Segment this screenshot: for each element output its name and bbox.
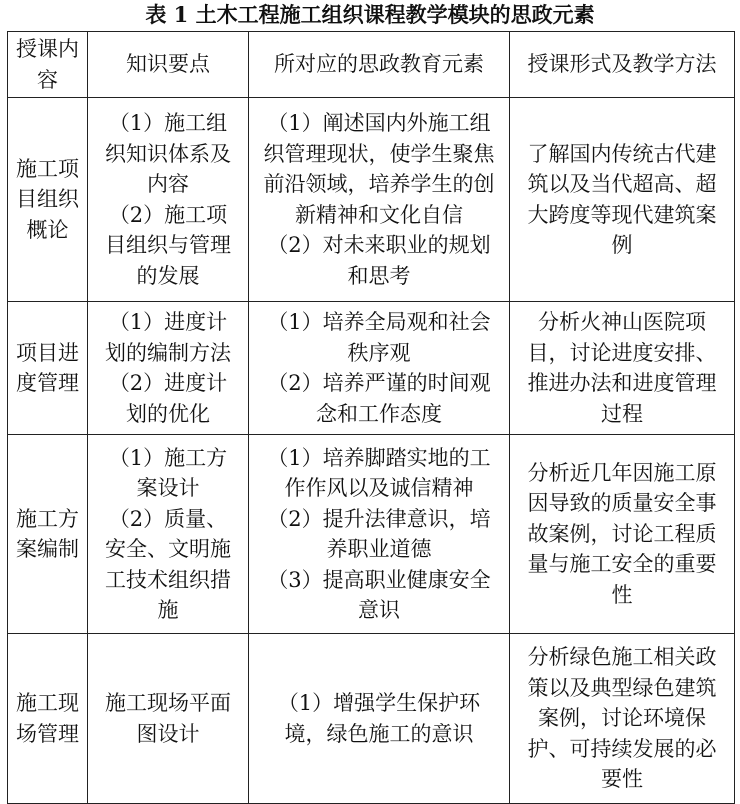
cell-line: 内容 xyxy=(147,172,189,196)
cell-line: 要性 xyxy=(601,767,643,792)
cell-line: 概论 xyxy=(26,217,69,242)
cell-line: （3）提高职业健康安全 xyxy=(267,567,491,592)
table-row xyxy=(8,435,735,634)
cell-line: （1）施工方 xyxy=(108,445,228,470)
cell-line: （2）质量、 xyxy=(108,506,228,531)
cell-line: 织管理现状，使学生聚焦 xyxy=(263,141,495,166)
cell-line: 划的编制方法 xyxy=(105,340,231,365)
cell-line: 护、可持续发展的必 xyxy=(527,736,717,761)
cell-line: （2）进度计 xyxy=(108,371,228,395)
cell-line: 养职业道德 xyxy=(326,537,432,561)
cell-line: 分析火神山医院项 xyxy=(538,310,706,334)
table-row xyxy=(8,98,735,302)
header-knowledge: 知识要点 xyxy=(88,32,249,98)
cell-line: 故案例，讨论工程质 xyxy=(527,521,717,546)
cell-line: 案设计 xyxy=(136,476,200,500)
cell-line: 了解国内传统古代建 xyxy=(527,141,717,166)
cell-knowledge xyxy=(88,302,249,435)
cell-elements xyxy=(249,98,510,302)
cell-line: 境，绿色施工的意识 xyxy=(284,721,474,746)
cell-line: （1）培养脚踏实地的工 xyxy=(267,445,491,470)
cell-line: 作作风以及诚信精神 xyxy=(284,476,474,500)
header-method: 授课形式及教学方法 xyxy=(510,32,735,98)
cell-line: 工技术组织措 xyxy=(105,567,231,592)
table-row xyxy=(8,302,735,435)
cell-line: 施 xyxy=(157,598,179,622)
cell-line: 施工现场平面 xyxy=(105,691,231,715)
cell-method xyxy=(510,634,735,804)
cell-line: 因导致的质量安全事 xyxy=(527,491,717,516)
cell-line: （1）进度计 xyxy=(108,310,228,334)
cell-method xyxy=(510,435,735,634)
cell-knowledge xyxy=(88,435,249,634)
cell-line: 策以及典型绿色建筑 xyxy=(527,675,717,700)
cell-line: 分析绿色施工相关政 xyxy=(527,645,717,670)
cell-line: 目组织与管理 xyxy=(105,233,231,257)
cell-content xyxy=(8,98,88,302)
table-caption: 表 1 土木工程施工组织课程教学模块的思政元素 xyxy=(145,2,595,27)
cell-line: 案例，讨论环境保 xyxy=(538,706,706,731)
cell-knowledge xyxy=(88,634,249,804)
cell-line: 的发展 xyxy=(136,263,200,288)
cell-line: （1）培养全局观和社会 xyxy=(267,310,491,334)
cell-elements xyxy=(249,634,510,804)
cell-line: 推进办法和进度管理 xyxy=(527,371,717,395)
cell-line: 性 xyxy=(611,582,633,607)
cell-line: 意识 xyxy=(358,598,400,622)
cell-line: 场管理 xyxy=(16,721,79,746)
header-elements: 所对应的思政教育元素 xyxy=(249,32,510,98)
table-row xyxy=(8,634,735,804)
cell-elements xyxy=(249,435,510,634)
cell-line: （2）施工项 xyxy=(108,202,228,227)
cell-method xyxy=(510,98,735,302)
cell-line: 项目进 xyxy=(16,340,79,365)
cell-line: 前沿领域，培养学生的创 xyxy=(263,172,495,196)
cell-line: 分析近几年因施工原 xyxy=(527,460,717,485)
cell-line: （1）增强学生保护环 xyxy=(277,691,481,715)
cell-line: 施工现 xyxy=(16,691,79,715)
cell-line: 施工方 xyxy=(16,506,79,531)
cell-line: 安全、文明施 xyxy=(105,537,231,561)
cell-elements xyxy=(249,302,510,435)
cell-line: （1）阐述国内外施工组 xyxy=(267,111,491,135)
cell-line: 和思考 xyxy=(347,263,411,288)
cell-line: 筑以及当代超高、超 xyxy=(527,172,717,196)
cell-content xyxy=(8,435,88,634)
cell-line: 目，讨论进度安排、 xyxy=(527,340,717,365)
cell-line: 目组织 xyxy=(16,187,79,212)
cell-knowledge xyxy=(88,98,249,302)
cell-content xyxy=(8,634,88,804)
cell-line: 划的优化 xyxy=(126,401,210,426)
cell-line: 例 xyxy=(611,233,633,257)
cell-line: 量与施工安全的重要 xyxy=(527,552,717,577)
cell-line: 过程 xyxy=(601,401,643,426)
cell-line: （2）对未来职业的规划 xyxy=(267,233,491,257)
cell-content xyxy=(8,302,88,435)
cell-method xyxy=(510,302,735,435)
cell-line: （2）提升法律意识，培 xyxy=(267,506,491,531)
cell-line: 念和工作态度 xyxy=(316,401,442,426)
header-content: 授课内容 xyxy=(8,32,88,98)
cell-line: 织知识体系及 xyxy=(105,141,231,166)
curriculum-table xyxy=(7,31,735,804)
cell-line: 图设计 xyxy=(136,721,200,746)
cell-line: （1）施工组 xyxy=(108,111,228,135)
cell-line: 施工项 xyxy=(16,156,79,181)
cell-line: 大跨度等现代建筑案 xyxy=(527,202,717,227)
cell-line: 度管理 xyxy=(16,371,79,395)
cell-line: 秩序观 xyxy=(347,340,411,365)
cell-line: 新精神和文化自信 xyxy=(295,202,463,227)
cell-line: 案编制 xyxy=(16,537,79,561)
header-row xyxy=(8,32,735,98)
cell-line: （2）培养严谨的时间观 xyxy=(267,371,491,395)
